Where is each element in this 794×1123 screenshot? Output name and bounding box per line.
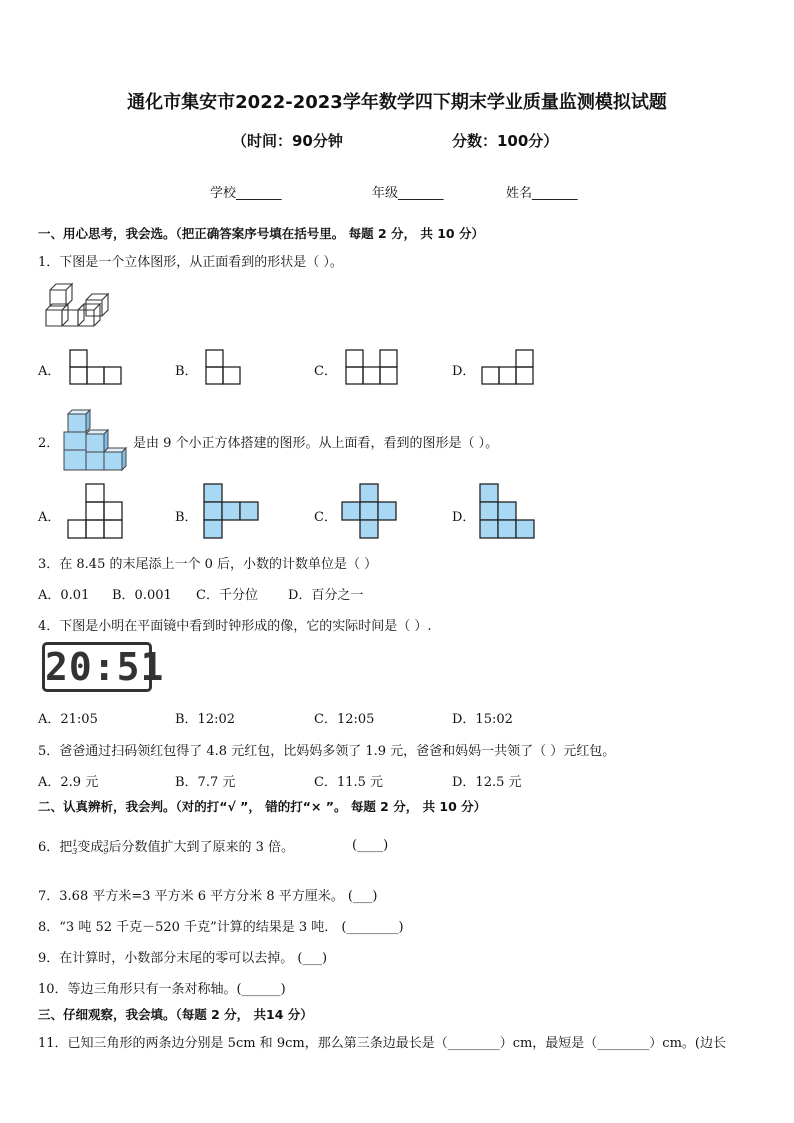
q3-option-b[interactable]: B．0.001 [112,588,172,603]
question-2-number: 2． [38,436,60,451]
q2-option-c-figure [340,482,400,540]
q2-option-d-figure [478,482,538,540]
q6-fraction-2-numerator: 3 [103,838,109,848]
question-4: 4．下图是小明在平面镜中看到时钟形成的像，它的实际时间是（ ）. [38,619,432,634]
question-1: 1．下图是一个立体图形，从正面看到的形状是（ ）。 [38,255,343,270]
q3-option-a[interactable]: A．0.01 [38,588,90,603]
question-6 [38,836,294,856]
clock-digits: 20:51 [45,645,165,689]
question-11: 11．已知三角形的两条边分别是 5cm 和 9cm，那么第三条边最长是（________）cm，最短是（________）cm。(边长 [38,1036,726,1051]
q6-text-a: 6．把 [38,840,73,855]
question-7: 7．3.68 平方米=3 平方米 6 平方分米 8 平方厘米。 (___) [38,889,378,904]
q5-option-d[interactable]: D．12.5 元 [452,775,522,790]
q1-option-b-figure [204,348,244,386]
grade-field: 年级_______ [372,186,444,201]
q1-option-c[interactable]: C． [314,364,337,379]
q1-option-b[interactable]: B． [175,364,198,379]
q2-option-b-figure [202,482,262,540]
q2-option-a[interactable]: A． [38,510,61,525]
q1-option-a[interactable]: A． [38,364,61,379]
section-2-heading: 二、认真辨析，我会判。（对的打“√ ”， 错的打“× ”。 每题 2 分， 共 10 分） [38,799,487,814]
q2-option-a-figure [66,482,126,540]
q4-option-a[interactable]: A．21:05 [38,712,98,727]
q5-option-b[interactable]: B．7.7 元 [175,775,236,790]
question-3: 3．在 8.45 的末尾添上一个 0 后，小数的计数单位是（ ） [38,557,378,572]
exam-title: 通化市集安市2022-2023学年数学四下期末学业质量监测模拟试题 [127,92,667,113]
q4-option-c[interactable]: C．12:05 [314,712,375,727]
question-10: 10．等边三角形只有一条对称轴。(______) [38,982,286,997]
q5-option-c[interactable]: C．11.5 元 [314,775,384,790]
name-field: 姓名_______ [506,186,578,201]
q6-fraction-1-numerator: 1 [72,838,78,848]
q6-answer-blank[interactable]: (____) [352,838,389,853]
q1-option-a-figure [68,348,124,386]
q1-option-d[interactable]: D． [452,364,476,379]
question-5: 5．爸爸通过扫码领红包得了 4.8 元红包，比妈妈多领了 1.9 元，爸爸和妈妈一共领了（ ）元红包。 [38,744,616,759]
q2-option-b[interactable]: B． [175,510,198,525]
q2-option-d[interactable]: D． [452,510,476,525]
question-8: 8．“3 吨 52 千克－520 千克”计算的结果是 3 吨． (________) [38,920,404,935]
section-3-heading: 三、仔细观察，我会填。（每题 2 分， 共14 分） [38,1007,313,1022]
q2-cube-figure [60,406,134,474]
q3-option-d[interactable]: D．百分之一 [288,588,364,603]
q4-option-b[interactable]: B．12:02 [175,712,236,727]
q5-option-a[interactable]: A．2.9 元 [38,775,99,790]
section-1-heading: 一、用心思考，我会选。（把正确答案序号填在括号里。 每题 2 分， 共 10 分） [38,226,484,241]
q1-option-c-figure [344,348,400,386]
q6-fraction-1-denominator: 3 [72,846,78,856]
school-field: 学校_______ [210,186,282,201]
exam-time: （时间：90分钟 [232,132,343,150]
q6-text-c: 后分数值扩大到了原来的 3 倍。 [108,840,295,855]
q6-text-b: 变成 [77,840,104,855]
mirror-clock [42,642,165,692]
q1-solid-figure [40,280,112,332]
q3-option-c[interactable]: C．千分位 [196,588,258,603]
question-9: 9．在计算时，小数部分末尾的零可以去掉。 (___) [38,951,328,966]
q4-option-d[interactable]: D．15:02 [452,712,513,727]
q1-option-d-figure [480,348,536,386]
q2-option-c[interactable]: C． [314,510,337,525]
exam-score: 分数：100分） [452,132,559,150]
question-2: 是由 9 个小正方体搭建的图形。从上面看，看到的图形是（ ）。 [133,436,499,451]
q6-fraction-2-denominator: 9 [103,846,109,856]
